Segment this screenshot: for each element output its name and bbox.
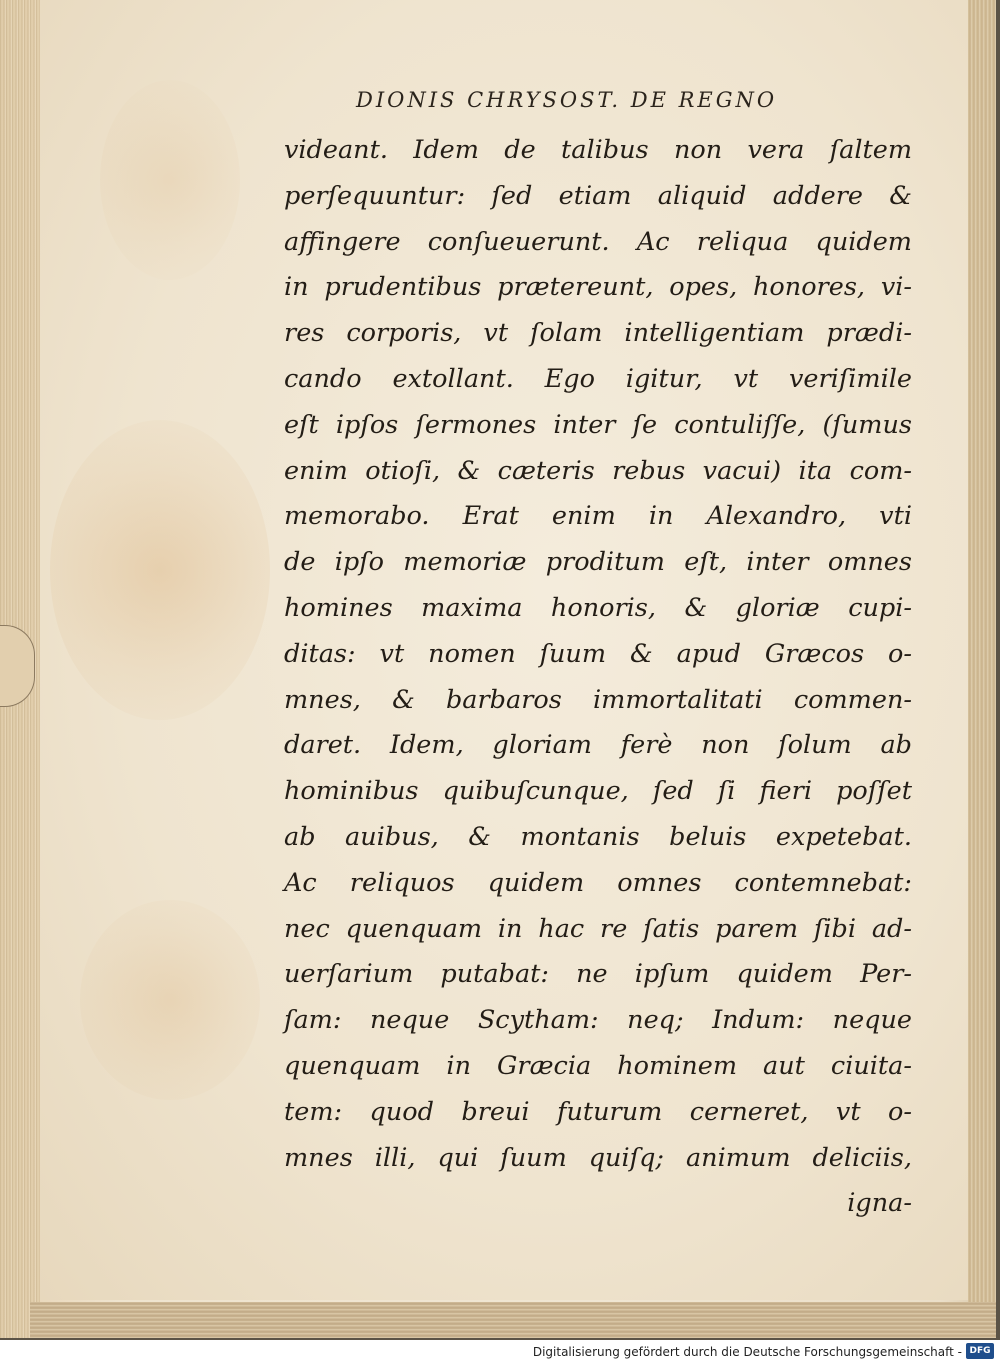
text-line: quenquam in Græcia hominem aut ciuita- <box>284 1050 912 1081</box>
water-stain <box>50 420 270 720</box>
text-line: ſam: neque Scytham: neq; Indum: neque <box>284 1005 912 1036</box>
text-line: de ipſo memoriæ proditum eſt, inter omnes <box>284 547 912 578</box>
text-line: hominibus quibuſcunque, ſed ſi fieri poſſet <box>284 776 912 807</box>
water-stain <box>100 80 240 280</box>
text-line: affingere conſueuerunt. Ac reliqua quidem <box>284 226 912 257</box>
water-stain <box>80 900 260 1100</box>
text-line: Ac reliquos quidem omnes contemnebat: <box>284 867 912 898</box>
running-head: DIONIS CHRYSOST. DE REGNO <box>356 88 778 112</box>
text-line: nec quenquam in hac re ſatis parem ſibi ad- <box>284 913 912 944</box>
text-line: ab auibus, & montanis beluis expetebat. <box>284 821 912 852</box>
body-text <box>284 128 912 1227</box>
text-line: uerſarium putabat: ne ipſum quidem Per- <box>284 959 912 990</box>
text-line: eſt ipſos ſermones inter ſe contuliſſe, (ſumus <box>284 409 912 440</box>
text-line: mnes, & barbaros immortalitati commen- <box>284 684 912 715</box>
page-stack-bottom-edge <box>30 1302 996 1338</box>
page-stack-fore-edge <box>968 0 996 1338</box>
text-line: cando extollant. Ego igitur, vt veriſimile <box>284 363 912 394</box>
text-line: daret. Idem, gloriam ferè non ſolum ab <box>284 730 912 761</box>
text-line: ditas: vt nomen ſuum & apud Græcos o- <box>284 638 912 669</box>
text-line: mnes illi, qui ſuum quiſq; animum deliciis, <box>284 1142 912 1173</box>
text-line: enim otioſi, & cæteris rebus vacui) ita com- <box>284 455 912 486</box>
catchword: igna- <box>847 1188 912 1219</box>
funding-notice: Digitalisierung gefördert durch die Deutsche Forschungsgemeinschaft - <box>532 1345 962 1359</box>
text-line: perſequuntur: ſed etiam aliquid addere & <box>284 180 912 211</box>
text-line: videant. Idem de talibus non vera ſaltem <box>284 135 912 165</box>
text-line: in prudentibus prætereunt, opes, honores, vi- <box>284 272 912 303</box>
text-line: memorabo. Erat enim in Alexandro, vti <box>284 501 912 532</box>
text-line: tem: quod breui futurum cerneret, vt o- <box>284 1096 912 1127</box>
text-line: homines maxima honoris, & gloriæ cupi- <box>284 592 912 623</box>
text-line: res corporis, vt ſolam intelligentiam prædi- <box>284 318 912 349</box>
dfg-logo-icon: DFG <box>966 1343 994 1359</box>
